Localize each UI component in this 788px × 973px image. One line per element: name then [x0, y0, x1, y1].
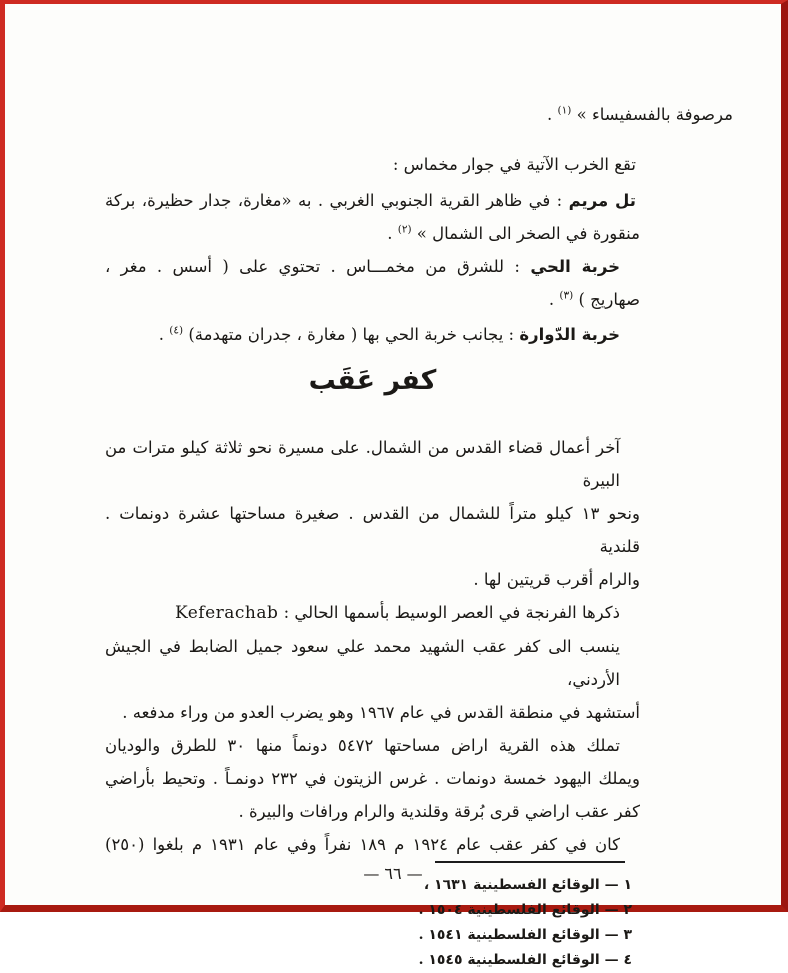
para2-line1: ينسب الى كفر عقب الشهيد محمد علي سعود جميل الضابط في الجيش الأردني، — [105, 637, 620, 689]
entry-khirbet-hay-line2 — [105, 283, 640, 316]
footnote-ref-3: (٣) — [559, 289, 574, 302]
para3-line3: كفر عقب اراضي قرى بُرقة وقلندية والرام ورافات والبيرة . — [238, 802, 640, 821]
entry-tell-mariam-line2-text: منقورة في الصخر الى الشمال » — [411, 224, 640, 243]
footnote-ref-2: (٢) — [397, 223, 412, 236]
quote-closing-tail: . — [547, 105, 558, 124]
crusader-name-arabic: ذكرها الفرنجة في العصر الوسيط بأسمها الحالي : — [278, 603, 620, 622]
footnote-ref-4: (٤) — [169, 324, 184, 337]
crusader-name-line — [105, 596, 620, 630]
para1-line2: ونحو ١٣ كيلو متراً للشمال من القدس . صغيرة مساحتها عشرة دونمات . قلندية — [105, 504, 640, 556]
entry-khirbet-hay-line1 — [105, 250, 620, 283]
footnote-separator — [435, 861, 625, 863]
entry-khirbet-dawwara-rest: : يجانب خربة الحي بها ( مغارة ، جدران متهدمة) — [183, 325, 520, 344]
entry-khirbet-dawwara-name: خربة الدّوارة — [519, 325, 620, 344]
para3-line2: ويملك اليهود خمسة دونمات . غرس الزيتون في ٢٣٢ دونمـاً . وتحيط بأراضي — [105, 769, 640, 788]
entry-tell-mariam-tail: . — [387, 224, 398, 243]
quote-closing-line — [105, 98, 733, 131]
entry-tell-mariam-line1 — [105, 184, 636, 217]
footnotes-block — [105, 873, 632, 973]
text-column — [105, 98, 733, 973]
para4-line: كان في كفر عقب عام ١٩٢٤ م ١٨٩ نفراً وفي عام ١٩٣١ م بلغوا (٢٥٠) — [105, 835, 620, 854]
quote-closing-text: مرصوفة بالفسفيساء » — [571, 105, 733, 124]
footnote-item-3: ٣ — الوقائع الفلسطينية ١٥٤١ . — [418, 927, 632, 943]
page-number: — ٦٦ — — [363, 864, 423, 883]
entry-tell-mariam-name: تل مريم — [568, 191, 636, 210]
para3-line1: تملك هذه القرية اراض مساحتها ٥٤٧٢ دونماً منها ٣٠ للطرق والوديان — [105, 736, 620, 755]
entry-khirbet-hay-name: خربة الحي — [530, 257, 620, 276]
footnote-item-2: ٢ — الوقائع الفلسطينية ١٥٠٤ . — [418, 902, 632, 918]
entry-khirbet-dawwara-line — [105, 318, 620, 351]
para2-line2: أستشهد في منطقة القدس في عام ١٩٦٧ وهو يضرب العدو من وراء مدفعه . — [122, 703, 640, 722]
footnote-ref-1: (١) — [557, 104, 572, 117]
para1-line1: آخر أعمال قضاء القدس من الشمال. على مسيرة نحو ثلاثة كيلو مترات من البيرة — [105, 438, 620, 490]
ruins-intro-line: تقع الخرب الآتية في جوار مخماس : — [392, 155, 636, 174]
entry-khirbet-hay-rest: : للشرق من مخمـــاس . تحتوي على ( أسس . مغر ، — [105, 257, 531, 276]
crusader-name-latin: Keferachab — [174, 603, 279, 623]
entry-khirbet-hay-tail: . — [548, 290, 560, 309]
para1-line3: والرام أقرب قريتين لها . — [473, 570, 640, 589]
section-heading-kafr-aqab: كفر عَقَب — [308, 365, 437, 396]
footnote-item-1: ١ — الوقائع الفسطينية ١٦٣١ ، — [423, 877, 632, 893]
entry-tell-mariam-line2 — [105, 217, 640, 250]
entry-khirbet-hay-line2-text: صهاريج ) — [573, 290, 640, 309]
footnote-item-4: ٤ — الوقائع الفلسطينية ١٥٤٥ . — [418, 952, 632, 968]
entry-khirbet-dawwara-tail: . — [158, 325, 170, 344]
entry-tell-mariam-rest: : في ظاهر القرية الجنوبي الغربي . به «مغارة، جدار حظيرة، بركة — [105, 191, 569, 210]
